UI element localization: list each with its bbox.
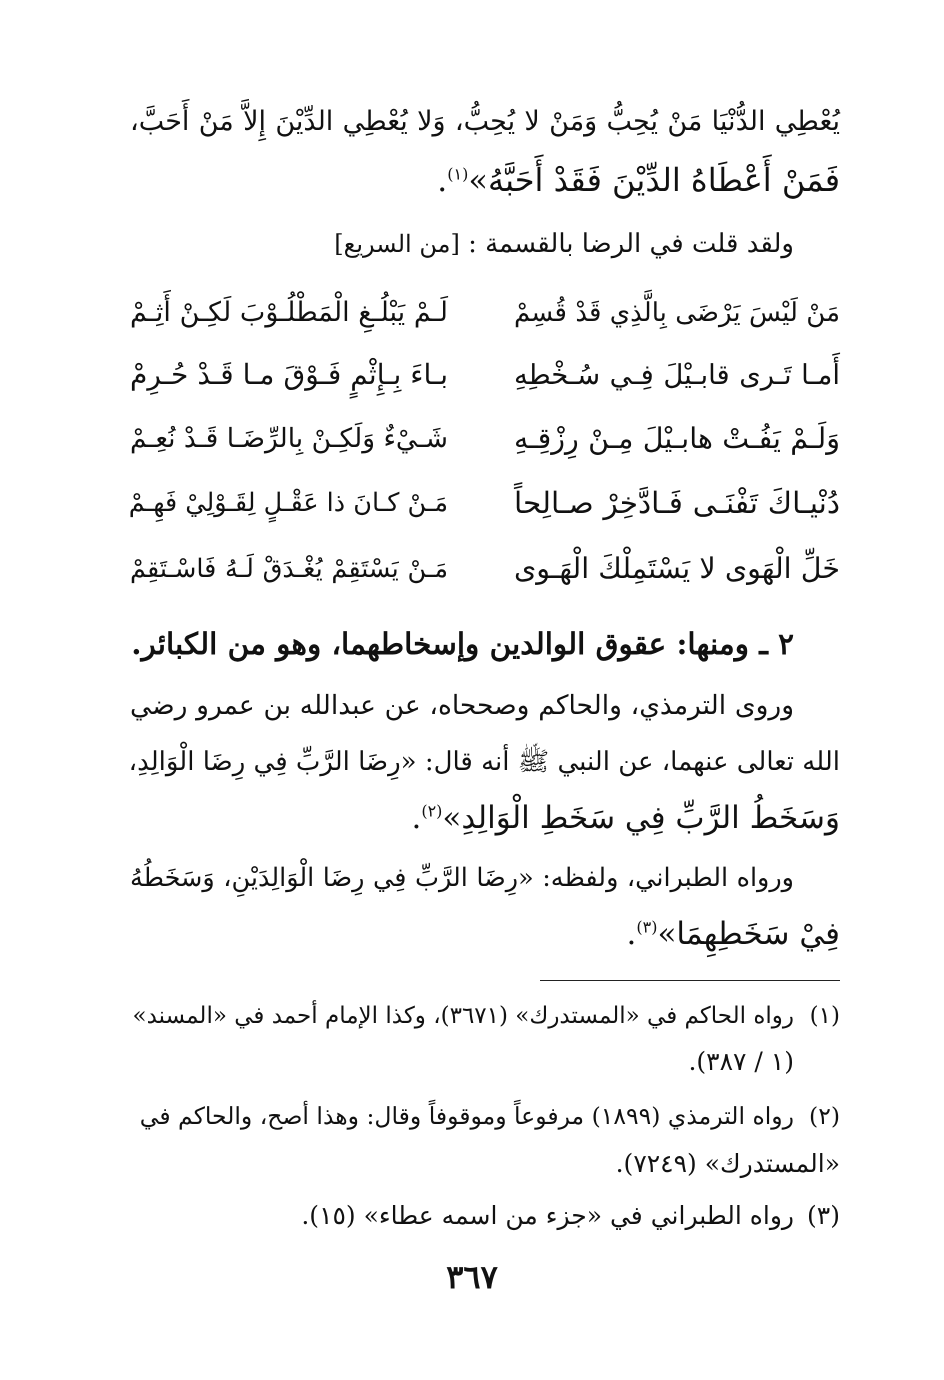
verse-first-hemistich: خَلِّ الْهَوى لا يَسْتَمِلْكَ الْهَـوى [514, 552, 840, 585]
poem-meter: [من السريع] [334, 230, 460, 258]
footnote-ref-1: (١) [447, 164, 469, 184]
verse-first-hemistich: وَلَـمْ يَفُـتْ هابـيْلَ مِـنْ رِزْقِـهِ [514, 422, 840, 455]
poem-intro-text: ولقد قلت في الرضا بالقسمة : [468, 229, 794, 259]
verse-first-hemistich: دُنْيـاكَ تَفْنَـى فَـادَّخِرْ صـالِحاً [514, 486, 840, 520]
hadith-line-2 [130, 158, 840, 202]
verse-second-hemistich: بـاءَ بِـإِثْمٍ فَـوْقَ مـا قَـدْ حُـرِمْ [130, 358, 448, 391]
paragraph-2-line-2-end: . [626, 916, 637, 952]
verse-second-hemistich: مَـنْ كـانَ ذا عَقْـلٍ لِقَـوْلِيْ فَهِـمْ [128, 488, 448, 518]
hadith-line-1: يُعْطِي الدُّنْيَا مَنْ يُحِبُّ وَمَنْ لا يُحِبُّ، وَلا يُعْطِي الدِّيْنَ إِلاَّ مَنْ أَحَبَّ، [130, 106, 840, 137]
footnote-2 [130, 1096, 840, 1136]
footnote-1-continuation: (١ / ٣٨٧). [688, 1047, 794, 1076]
footnote-2-continuation: «المستدرك» (٧٢٤٩). [615, 1149, 840, 1178]
verse-row [130, 288, 840, 338]
footnote-number: (٢) [809, 1102, 840, 1130]
footnote-text: رواه الحاكم في «المستدرك» (٣٦٧١)، وكذا الإمام أحمد في «المسند» [132, 1003, 794, 1029]
verse-row [130, 544, 840, 594]
poem-intro [130, 222, 794, 266]
verse-first-hemistich: أَمـا تَـرى قابـيْلَ فِـي سُـخْطِهِ [514, 359, 840, 391]
footnote-1 [130, 996, 840, 1036]
paragraph-1-line-1: وروى الترمذي، والحاكم وصححاه، عن عبدالله بن عمرو رضي [130, 690, 794, 721]
footnote-ref-3: (٣) [636, 917, 658, 937]
verse-row [130, 478, 840, 528]
paragraph-1-line-3-text: وَسَخَطُ الرَّبِّ فِي سَخَطِ الْوَالِدِ» [442, 800, 840, 836]
section-heading: ٢ ـ ومنها: عقوق الوالدين وإسخاطهما، وهو من الكبائر. [131, 626, 794, 661]
hadith-line-2-end: . [437, 161, 448, 199]
paragraph-1-line-3-end: . [411, 800, 422, 836]
paragraph-1-line-2: الله تعالى عنهما، عن النبي ﷺ أنه قال: «رِضَا الرَّبِّ فِي رِضَا الْوَالِدِ، [128, 747, 840, 777]
paragraph-2-line-1: ورواه الطبراني، ولفظه: «رِضَا الرَّبِّ فِي رِضَا الْوَالِدَيْنِ، وَسَخَطُهُ [130, 863, 794, 893]
verse-second-hemistich: شَـيْءٌ وَلَكِـنْ بِالرِّضَـا قَـدْ نُعِـمْ [129, 423, 448, 454]
footnote-text: رواه الطبراني في «جزء من اسمه عطاء» (١٥). [301, 1201, 794, 1230]
page-number: ٣٦٧ [446, 1258, 498, 1296]
hadith-line-2-text: فَمَنْ أَعْطَاهُ الدِّيْنَ فَقَدْ أَحَبَّهُ» [468, 161, 840, 199]
paragraph-2-line-2 [130, 912, 840, 956]
footnote-number: (٣) [807, 1201, 840, 1230]
paragraph-1-line-3 [130, 796, 840, 840]
paragraph-2-line-2-text: فِيْ سَخَطِهِمَا» [657, 916, 840, 952]
footnote-number: (١) [809, 1003, 840, 1029]
verse-row [130, 414, 840, 464]
verse-first-hemistich: مَنْ لَيْسَ يَرْضَى بِالَّذِي قَدْ قُسِمْ [514, 298, 840, 328]
footnote-separator [540, 980, 840, 981]
footnote-text: رواه الترمذي (١٨٩٩) مرفوعاً وموقوفاً وقال: وهذا أصح، والحاكم في [139, 1102, 794, 1130]
footnote-3 [130, 1196, 840, 1236]
verse-second-hemistich: مَـنْ يَسْتَقِمْ يُغْـدَقْ لَـهُ فَاسْـتَقِمْ [130, 554, 448, 584]
verse-row [130, 350, 840, 400]
verse-second-hemistich: لَـمْ يَبْلُـغِ الْمَطْلُـوْبَ لَكِـنْ أَثِـمْ [130, 297, 448, 328]
footnote-ref-2: (٢) [421, 801, 443, 821]
